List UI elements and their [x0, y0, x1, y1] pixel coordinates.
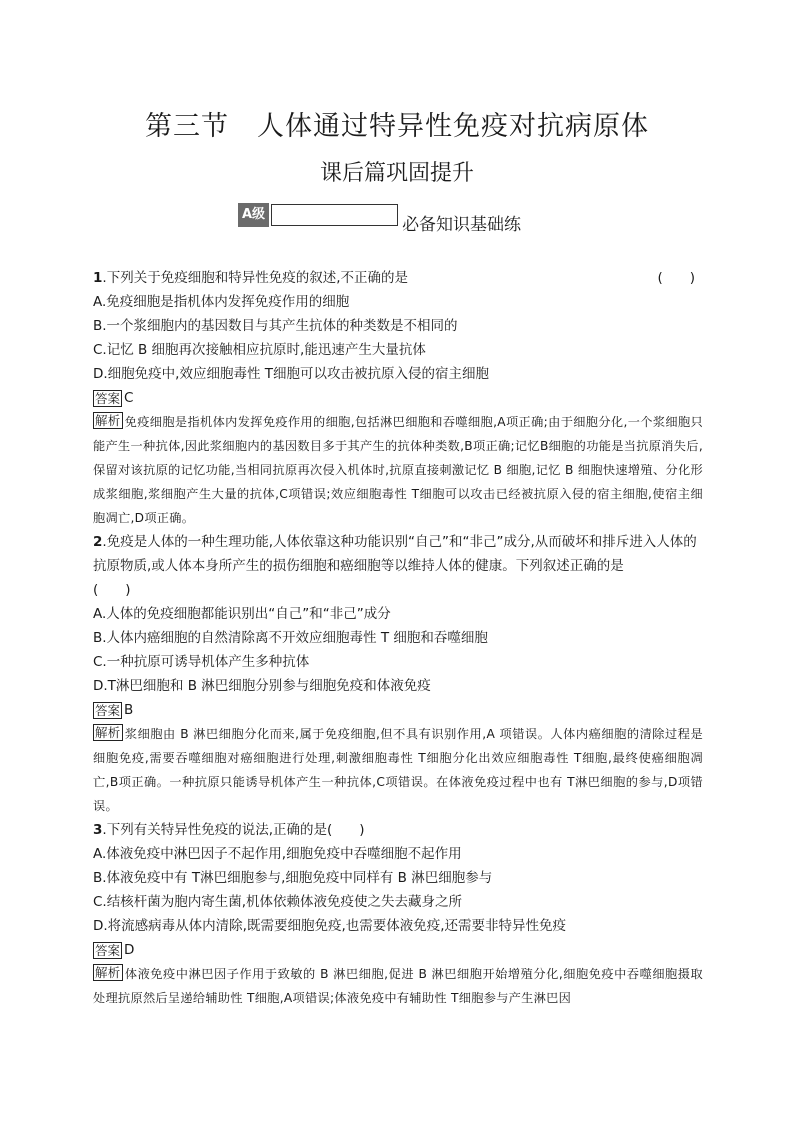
option-b: B.一个浆细胞内的基因数目与其产生抗体的种类数是不相同的 — [93, 318, 458, 334]
answer-tag: 答案 — [95, 702, 121, 718]
analysis-tag: 解析 — [95, 413, 121, 428]
question-3 — [93, 818, 703, 1010]
level-header — [238, 203, 522, 235]
option-d: D.将流感病毒从体内清除,既需要细胞免疫,也需要体液免疫,还需要非特异性免疫 — [93, 918, 567, 934]
answer-line — [93, 938, 703, 962]
question-1 — [93, 266, 703, 530]
option-c: C.记忆 B 细胞再次接触相应抗原时,能迅速产生大量抗体 — [93, 342, 426, 358]
answer-paren: ( ) — [657, 270, 695, 286]
option-c: C.结核杆菌为胞内寄生菌,机体依赖体液免疫使之失去藏身之所 — [93, 894, 463, 910]
answer-value: D — [124, 942, 135, 958]
option-c: C.一种抗原可诱导机体产生多种抗体 — [93, 654, 310, 670]
page-subtitle: 课后篇巩固提升 — [319, 161, 474, 186]
analysis-block — [93, 722, 703, 818]
question-text: .下列关于免疫细胞和特异性免疫的叙述,不正确的是 — [102, 270, 408, 286]
answer-line — [93, 386, 703, 410]
level-badge: A级 — [238, 203, 269, 227]
option-b: B.体液免疫中有 T淋巴细胞参与,细胞免疫中同样有 B 淋巴细胞参与 — [93, 870, 493, 886]
option-a: A.免疫细胞是指机体内发挥免疫作用的细胞 — [93, 294, 350, 310]
question-stem — [93, 818, 703, 842]
answer-paren: ( ) — [93, 582, 131, 598]
answer-value: C — [124, 390, 134, 406]
question-stem — [93, 266, 703, 290]
analysis-tag: 解析 — [95, 725, 121, 740]
analysis-block — [93, 962, 703, 1010]
question-number: 1 — [93, 270, 103, 286]
question-text: .免疫是人体的一种生理功能,人体依靠这种功能识别“自己”和“非己”成分,从而破坏和排斥进入人体的抗原物质,或人体本身所产生的损伤细胞和癌细胞等以维持人体的健康。下列叙述正确的是 — [93, 534, 697, 574]
answer-line — [93, 698, 703, 722]
page-title: 第三节 人体通过特异性免疫对抗病原体 — [145, 111, 649, 142]
analysis-text: 免疫细胞是指机体内发挥免疫作用的细胞,包括淋巴细胞和吞噬细胞,A项正确;由于细胞分化,一个浆细胞只能产生一种抗体,因此浆细胞内的基因数目多于其产生的抗体种类数,B项正确;记忆B细胞的功能是当抗原消失后,保留对该抗原的记忆功能,当相同抗原再次侵入机体时,抗原直接刺激记忆 B 细胞,记忆 B 细胞快速增殖、分化形成浆细胞,浆细胞产生大量的抗体,C项错误;效应细胞毒性 T细胞可以攻击已经被抗原入侵的宿主细胞,使宿主细胞凋亡,D项正确。 — [93, 415, 703, 525]
analysis-text: 浆细胞由 B 淋巴细胞分化而来,属于免疫细胞,但不具有识别作用,A 项错误。人体内癌细胞的清除过程是细胞免疫,需要吞噬细胞对癌细胞进行处理,刺激细胞毒性 T细胞分化出效应细胞毒性 T细胞,最终使癌细胞凋亡,B项正确。一种抗原只能诱导机体产生一种抗体,C项错误。在体液免疫过程中也有 T淋巴细胞的参与,D项错误。 — [93, 727, 703, 813]
answer-tag: 答案 — [95, 942, 121, 958]
option-d: D.细胞免疫中,效应细胞毒性 T细胞可以攻击被抗原入侵的宿主细胞 — [93, 366, 490, 382]
question-2 — [93, 530, 703, 818]
option-d: D.T淋巴细胞和 B 淋巴细胞分别参与细胞免疫和体液免疫 — [93, 678, 431, 694]
analysis-tag: 解析 — [95, 965, 121, 980]
option-a: A.人体的免疫细胞都能识别出“自己”和“非己”成分 — [93, 606, 391, 622]
answer-value: B — [124, 702, 134, 718]
level-name-box — [271, 204, 398, 226]
question-list — [93, 266, 703, 1010]
question-text: .下列有关特异性免疫的说法,正确的是( ) — [102, 822, 365, 838]
question-number: 3 — [93, 822, 103, 838]
analysis-text: 体液免疫中淋巴因子作用于致敏的 B 淋巴细胞,促进 B 淋巴细胞开始增殖分化,细胞免疫中吞噬细胞摄取处理抗原然后呈递给辅助性 T细胞,A项错误;体液免疫中有辅助性 T细胞参与产生淋巴因 — [93, 967, 703, 1005]
option-a: A.体液免疫中淋巴因子不起作用,细胞免疫中吞噬细胞不起作用 — [93, 846, 462, 862]
question-stem — [93, 530, 703, 602]
option-b: B.人体内癌细胞的自然清除离不开效应细胞毒性 T 细胞和吞噬细胞 — [93, 630, 488, 646]
answer-tag: 答案 — [95, 390, 121, 406]
level-label: 必备知识基础练 — [402, 214, 522, 235]
analysis-block — [93, 410, 703, 530]
question-number: 2 — [93, 534, 103, 550]
